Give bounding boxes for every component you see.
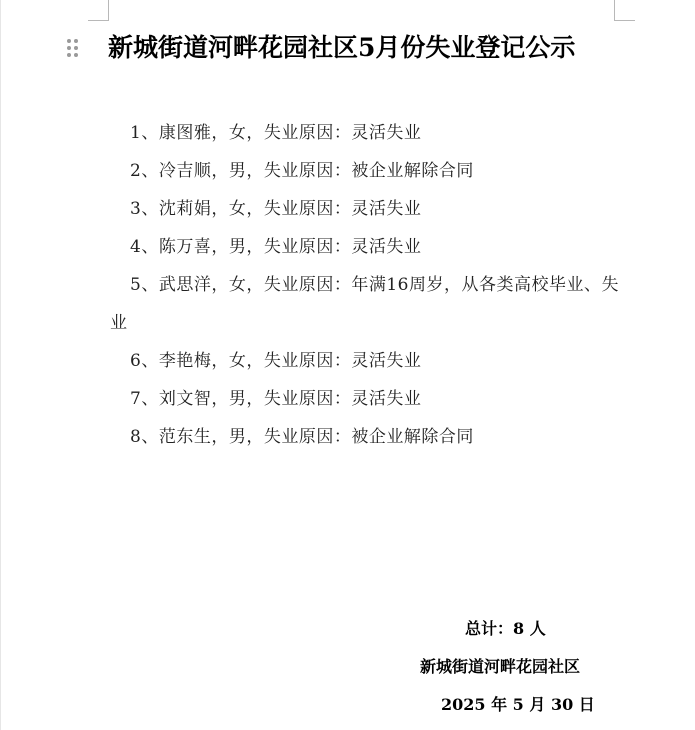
drag-handle-dot (67, 46, 71, 50)
publish-date: 2025 年 5 月 30 日 (441, 695, 595, 714)
drag-handle-dot (74, 46, 78, 50)
drag-handle-dot (67, 53, 71, 57)
list-item: 7、刘文智，男，失业原因：灵活失业 (130, 389, 422, 409)
total-count: 总计：8 人 (465, 619, 546, 638)
list-item: 1、康图雅，女，失业原因：灵活失业 (130, 123, 422, 143)
unemployment-list (110, 114, 622, 456)
drag-handle-dot (74, 53, 78, 57)
drag-handle-dot (67, 39, 71, 43)
page-corner-mark-left (88, 0, 109, 21)
organization-name: 新城街道河畔花园社区 (420, 657, 581, 676)
page-left-edge (0, 0, 1, 730)
page-corner-mark-right (614, 0, 635, 21)
list-item: 2、冷吉顺，男，失业原因：被企业解除合同 (130, 161, 474, 181)
drag-handle-icon[interactable] (66, 38, 80, 58)
list-item: 6、李艳梅，女，失业原因：灵活失业 (130, 351, 422, 371)
list-item: 8、范东生，男，失业原因：被企业解除合同 (130, 427, 474, 447)
document-title: 新城街道河畔花园社区5月份失业登记公示 (108, 33, 576, 62)
drag-handle-dot (74, 39, 78, 43)
list-item: 4、陈万喜，男，失业原因：灵活失业 (130, 237, 422, 257)
list-item: 3、沈莉娟，女，失业原因：灵活失业 (130, 199, 422, 219)
list-item: 5、武思洋，女，失业原因：年满16周岁，从各类高校毕业、失业 (110, 275, 619, 333)
